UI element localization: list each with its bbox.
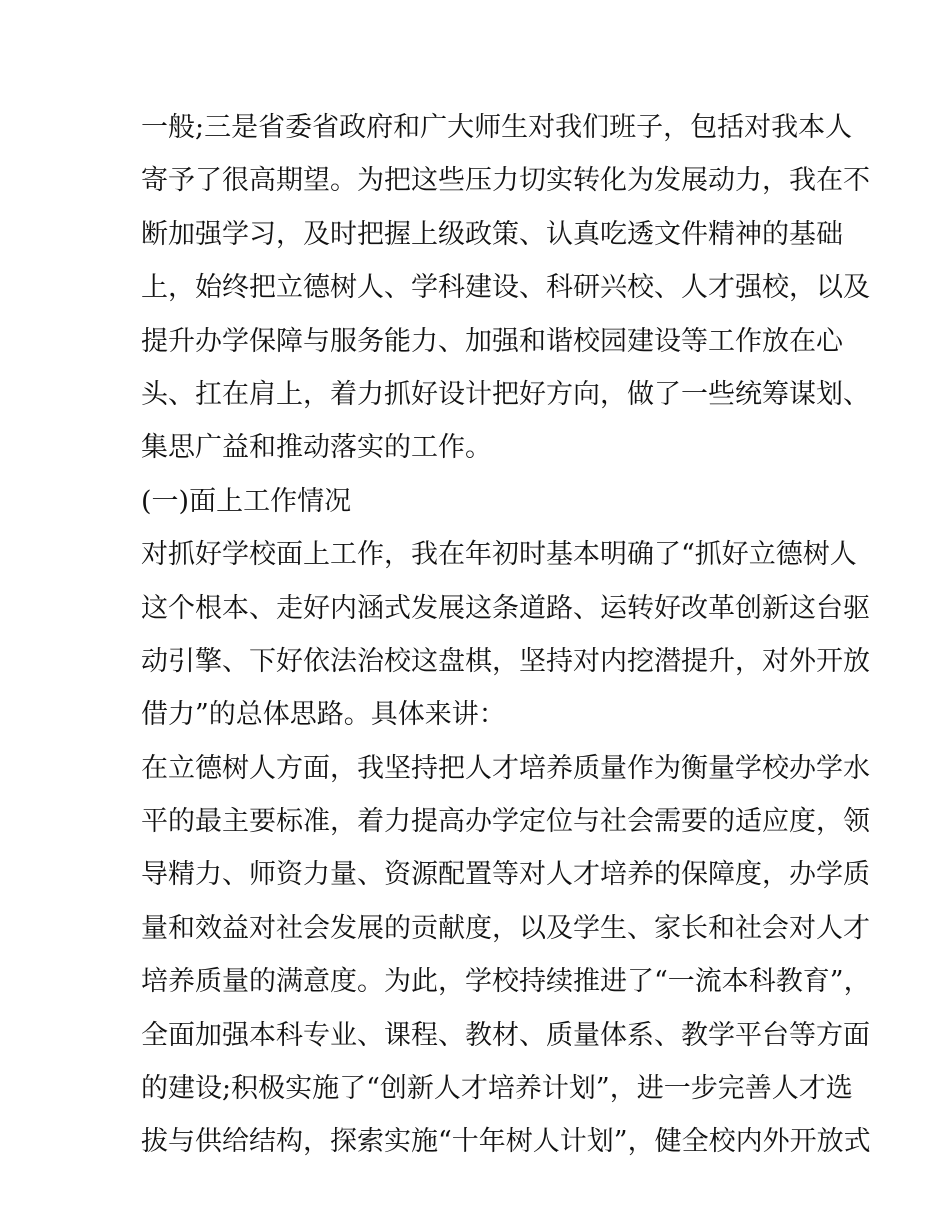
text-line: 在立德树人方面，我坚持把人才培养质量作为衡量学校办学水 — [141, 752, 870, 784]
text-line: 头、扛在肩上，着力抓好设计把好方向，做了一些统筹谋划、 — [141, 378, 870, 410]
body-text — [141, 101, 871, 1169]
text-line: 导精力、师资力量、资源配置等对人才培养的保障度，办学质 — [141, 859, 870, 891]
text-line: 上，始终把立德树人、学科建设、科研兴校、人才强校，以及 — [141, 272, 870, 304]
text-line: 这个根本、走好内涵式发展这条道路、运转好改革创新这台驱 — [141, 592, 870, 624]
text-line: 量和效益对社会发展的贡献度，以及学生、家长和社会对人才 — [141, 912, 870, 944]
text-line: 一般;三是省委省政府和广大师生对我们班子，包括对我本人 — [141, 112, 853, 143]
text-line: 提升办学保障与服务能力、加强和谐校园建设等工作放在心 — [141, 325, 843, 357]
section-heading: (一)面上工作情况 — [141, 485, 352, 517]
text-line: 对抓好学校面上工作，我在年初时基本明确了“抓好立德树人 — [141, 539, 857, 571]
text-line: 断加强学习，及时把握上级政策、认真吃透文件精神的基础 — [141, 218, 843, 250]
text-line: 培养质量的满意度。为此，学校持续推进了“一流本科教育”， — [141, 966, 871, 998]
text-line: 拔与供给结构，探索实施“十年树人计划”，健全校内外开放式 — [141, 1126, 871, 1158]
text-line: 平的最主要标准，着力提高办学定位与社会需要的适应度，领 — [141, 806, 870, 838]
text-line: 动引擎、下好依法治校这盘棋，坚持对内挖潜提升，对外开放 — [141, 645, 870, 677]
text-line: 全面加强本科专业、课程、教材、质量体系、教学平台等方面 — [141, 1019, 870, 1051]
text-line: 寄予了很高期望。为把这些压力切实转化为发展动力，我在不 — [141, 165, 870, 197]
text-line: 的建设;积极实施了“创新人才培养计划”，进一步完善人才选 — [141, 1073, 853, 1105]
text-line: 借力”的总体思路。具体来讲： — [141, 699, 506, 731]
text-line: 集思广益和推动落实的工作。 — [141, 432, 492, 464]
